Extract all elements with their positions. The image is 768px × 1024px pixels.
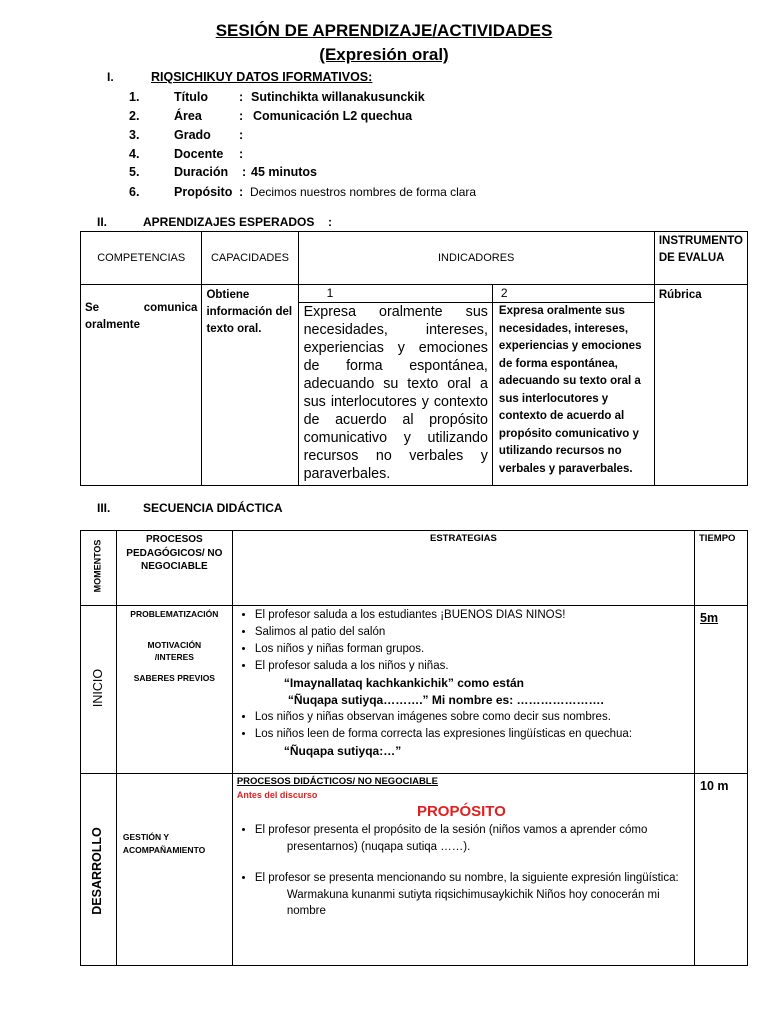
info-label: Docente <box>174 147 224 161</box>
header-estrategias: ESTRATEGIAS <box>232 531 694 606</box>
procesos-didacticos-heading: PROCESOS DIDÁCTICOS/ NO NEGOCIABLE <box>236 776 438 787</box>
indicator-1-number: 1 <box>298 285 492 303</box>
indicator-2-number: 2 <box>492 285 654 303</box>
info-num: 4. <box>129 147 140 161</box>
capacidad-cell: Obtiene información del texto oral. <box>202 285 298 486</box>
desarrollo-cell <box>81 774 117 966</box>
info-num: 5. <box>129 165 140 179</box>
desarrollo-estrategias-cell <box>232 774 694 966</box>
quechua-expression: “Ñuqapa sutiyqa……….” Mi nombre es: …………………. <box>287 693 604 707</box>
inicio-estrategias-cell <box>232 606 694 774</box>
header-instrumento: INSTRUMENTO DE EVALUA <box>654 232 747 285</box>
header-momentos: MOMENTOS <box>92 539 103 593</box>
strategy-continuation: Warmakuna kunanmi sutiyta riqsichimusaykichik Niños hoy conocerán mi <box>286 889 660 901</box>
info-num: 3. <box>129 128 140 142</box>
info-label: Título <box>174 90 209 104</box>
didactic-sequence-table <box>80 530 748 966</box>
desarrollo-proceso: GESTIÓN Y ACOMPAÑAMIENTO <box>116 774 232 966</box>
proceso-saberes-previos: SABERES PREVIOS <box>133 672 215 683</box>
info-label: Duración <box>174 165 229 179</box>
document-title: SESIÓN DE APRENDIZAJE/ACTIVIDADES <box>215 21 553 40</box>
inicio-strategy-list-2 <box>233 709 694 743</box>
document-subtitle: (Expresión oral) <box>319 45 449 64</box>
momentos-header-cell <box>81 531 117 606</box>
inicio-time: 5m <box>700 611 719 625</box>
proceso-motivacion: MOTIVACIÓN /INTERES <box>147 639 202 662</box>
instrumento-cell: Rúbrica <box>654 285 747 486</box>
info-sep: : <box>242 165 247 179</box>
info-label: Propósito <box>174 185 233 199</box>
info-sep: : <box>239 185 244 199</box>
inicio-cell <box>81 606 117 774</box>
section2-colon: : <box>328 215 332 229</box>
section2-heading: APRENDIZAJES ESPERADOS <box>143 215 315 229</box>
desarrollo-time-cell <box>695 774 748 966</box>
quechua-expression: “Imaynallataq kachkankichik” como están <box>283 676 524 690</box>
strategy-item: • Salimos al patio del salón <box>255 624 694 641</box>
strategy-item: • El profesor se presenta mencionando su nombre, la siguiente expresión lingüística: <box>255 870 694 887</box>
info-sep: : <box>239 147 244 161</box>
info-label: Área <box>174 109 202 123</box>
info-value: Decimos nuestros nombres de forma clara <box>250 185 477 199</box>
info-value: Sutinchikta willanakusunckik <box>251 90 425 104</box>
info-sep: : <box>239 109 244 123</box>
inicio-procesos-cell <box>116 606 232 774</box>
proposito-heading: PROPÓSITO <box>416 803 506 820</box>
info-label: Grado <box>174 128 211 142</box>
strategy-continuation: nombre <box>286 905 326 917</box>
competencia-line2: oralmente <box>85 319 140 331</box>
quechua-expression: “Ñuqapa sutiyqa:…” <box>283 744 402 758</box>
expected-learning-table <box>80 231 748 486</box>
section2-numeral: II. <box>97 215 108 229</box>
strategy-continuation: presentarnos) (nuqapa sutiqa ……). <box>286 841 471 853</box>
info-sep: : <box>239 90 244 104</box>
strategy-item: • Los niños leen de forma correcta las expresiones lingüísticas en quechua: <box>255 726 694 743</box>
info-sep: : <box>239 128 244 142</box>
strategy-item: • Los niños y niñas observan imágenes sobre como decir sus nombres. <box>255 709 694 726</box>
desarrollo-time: 10 m <box>700 779 729 793</box>
indicator-2-text: Expresa oralmente sus necesidades, intereses, experiencias y emociones de forma espontánea, adecuando su texto oral a sus interlocutores y contexto de acuerdo al propósito comunicativo y utilizando recursos no verbales y paraverbales. <box>492 303 654 486</box>
info-num: 2. <box>129 109 140 123</box>
strategy-item: • El profesor saluda a los niños y niñas. <box>255 658 694 675</box>
moment-desarrollo-label: DESARROLLO <box>89 827 104 915</box>
section3-heading: SECUENCIA DIDÁCTICA <box>143 501 283 515</box>
strategy-item: • El profesor presenta el propósito de la sesión (niños vamos a aprender cómo <box>255 822 694 839</box>
header-competencias: COMPETENCIAS <box>81 232 202 285</box>
header-capacidades: CAPACIDADES <box>202 232 298 285</box>
section3-numeral: III. <box>97 501 111 515</box>
info-value: 45 minutos <box>251 165 317 179</box>
strategy-item: • El profesor saluda a los estudiantes ¡BUENOS DIAS NINOS! <box>255 607 694 624</box>
proceso-problematizacion: PROBLEMATIZACIÓN <box>130 609 219 619</box>
indicator-1-text: Expresa oralmente sus necesidades, intereses, experiencias y emociones de forma espontánea, adecuando su texto oral a sus interlocutores y contexto de acuerdo al propósito comunicativo y utilizando recursos no verbales y paraverbales. <box>298 303 492 486</box>
info-value: Comunicación L2 quechua <box>253 109 413 123</box>
competencia-line1: Se comunica <box>85 302 198 314</box>
header-indicadores: INDICADORES <box>298 232 654 285</box>
info-num: 6. <box>129 185 140 199</box>
header-procesos: PROCESOS PEDAGÓGICOS/ NO NEGOCIABLE <box>116 531 232 606</box>
strategy-item: • Los niños y niñas forman grupos. <box>255 641 694 658</box>
info-num: 1. <box>129 90 140 104</box>
desarrollo-strategy-list-2 <box>237 870 694 887</box>
header-tiempo: TIEMPO <box>695 531 748 606</box>
section1-heading: RIQSICHIKUY DATOS IFORMATIVOS: <box>151 70 373 84</box>
desarrollo-strategy-list-1 <box>237 822 694 839</box>
section1-numeral: I. <box>107 70 114 84</box>
inicio-strategy-list <box>233 607 694 675</box>
antes-del-discurso: Antes del discurso <box>236 790 318 800</box>
inicio-time-cell <box>695 606 748 774</box>
moment-inicio-label: INICIO <box>91 668 106 708</box>
competencia-cell <box>81 285 202 486</box>
